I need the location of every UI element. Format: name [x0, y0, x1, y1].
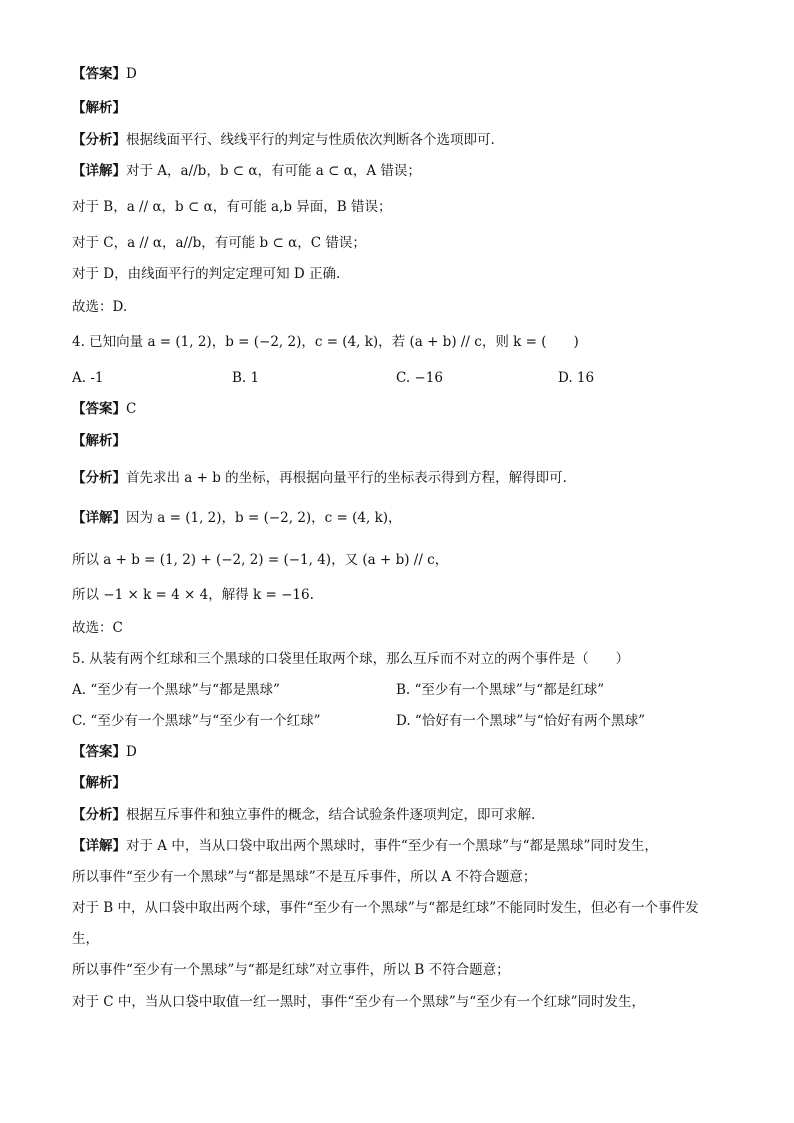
- q3-answer: 【答案】D: [72, 66, 137, 82]
- q4-answer: 【答案】C: [72, 401, 137, 417]
- q5-option-d: D. “恰好有一个黑球”与“恰好有两个黑球”: [396, 713, 646, 729]
- q4-option-c: C. −16: [396, 370, 443, 386]
- q4-analysis-tag: 【解析】: [72, 433, 126, 449]
- q4-option-d: D. 16: [558, 370, 595, 386]
- q5-xiangjie: 【详解】对于 A 中，当从口袋中取出两个黑球时，事件“至少有一个黑球”与“都是黑球”同时发生，: [72, 838, 658, 854]
- q3-analysis-tag: 【解析】: [72, 100, 126, 116]
- q5-line6: 对于 C 中，当从口袋中取值一红一黑时，事件“至少有一个黑球”与“至少有一个红球”同时发生，: [72, 994, 646, 1010]
- q3-fenxi: 【分析】根据线面平行、线线平行的判定与性质依次判断各个选项即可.: [72, 132, 495, 148]
- q5-fenxi: 【分析】根据互斥事件和独立事件的概念，结合试验条件逐项判定，即可求解.: [72, 807, 536, 823]
- q3-choose: 故选：D.: [72, 299, 128, 315]
- q4-fenxi: 【分析】首先求出 a + b 的坐标，再根据向量平行的坐标表示得到方程，解得即可.: [72, 470, 567, 486]
- q4-choose: 故选：C: [72, 620, 123, 636]
- q4-option-b: B. 1: [232, 370, 260, 386]
- q5-option-b: B. “至少有一个黑球”与“都是红球”: [396, 682, 605, 698]
- q5-option-a: A. “至少有一个黑球”与“都是黑球”: [72, 682, 280, 698]
- q4-line2: 所以 a + b = (1, 2) + (−2, 2) = (−1, 4)，又 (a + b) // c，: [72, 552, 449, 568]
- q4-xiangjie: 【详解】因为 a = (1, 2)，b = (−2, 2)，c = (4, k)，: [72, 510, 402, 526]
- q5-answer: 【答案】D: [72, 744, 137, 760]
- q5-stem: 5. 从装有两个红球和三个黑球的口袋里任取两个球，那么互斥而不对立的两个事件是（ ）: [72, 651, 630, 667]
- q4-line3: 所以 −1 × k = 4 × 4，解得 k = −16.: [72, 587, 314, 603]
- q4-option-a: A. -1: [72, 370, 104, 386]
- q5-line4: 生，: [72, 931, 99, 947]
- q4-stem: 4. 已知向量 a = (1, 2)，b = (−2, 2)，c = (4, k)，若 (a + b) // c，则 k = ( ): [72, 334, 579, 350]
- q3-xiangjie: 【详解】对于 A，a//b，b ⊂ α，有可能 a ⊂ α，A 错误；: [72, 163, 421, 179]
- q5-line2: 所以事件“至少有一个黑球”与“都是黑球”不是互斥事件，所以 A 不符合题意；: [72, 869, 537, 885]
- q3-line-c: 对于 C，a // α，a//b，有可能 b ⊂ α，C 错误；: [72, 235, 366, 251]
- q3-line-d: 对于 D，由线面平行的判定定理可知 D 正确.: [72, 266, 341, 282]
- answer-tag: 【答案】: [72, 66, 126, 82]
- q3-line-b: 对于 B，a // α，b ⊂ α，有可能 a,b 异面，B 错误；: [72, 199, 392, 215]
- q5-analysis-tag: 【解析】: [72, 775, 126, 791]
- q5-line5: 所以事件“至少有一个黑球”与“都是红球”对立事件，所以 B 不符合题意；: [72, 962, 510, 978]
- q5-line3: 对于 B 中，从口袋中取出两个球，事件“至少有一个黑球”与“都是红球”不能同时发生，但必有一个事件发: [72, 900, 699, 916]
- q5-option-c: C. “至少有一个黑球”与“至少有一个红球”: [72, 713, 321, 729]
